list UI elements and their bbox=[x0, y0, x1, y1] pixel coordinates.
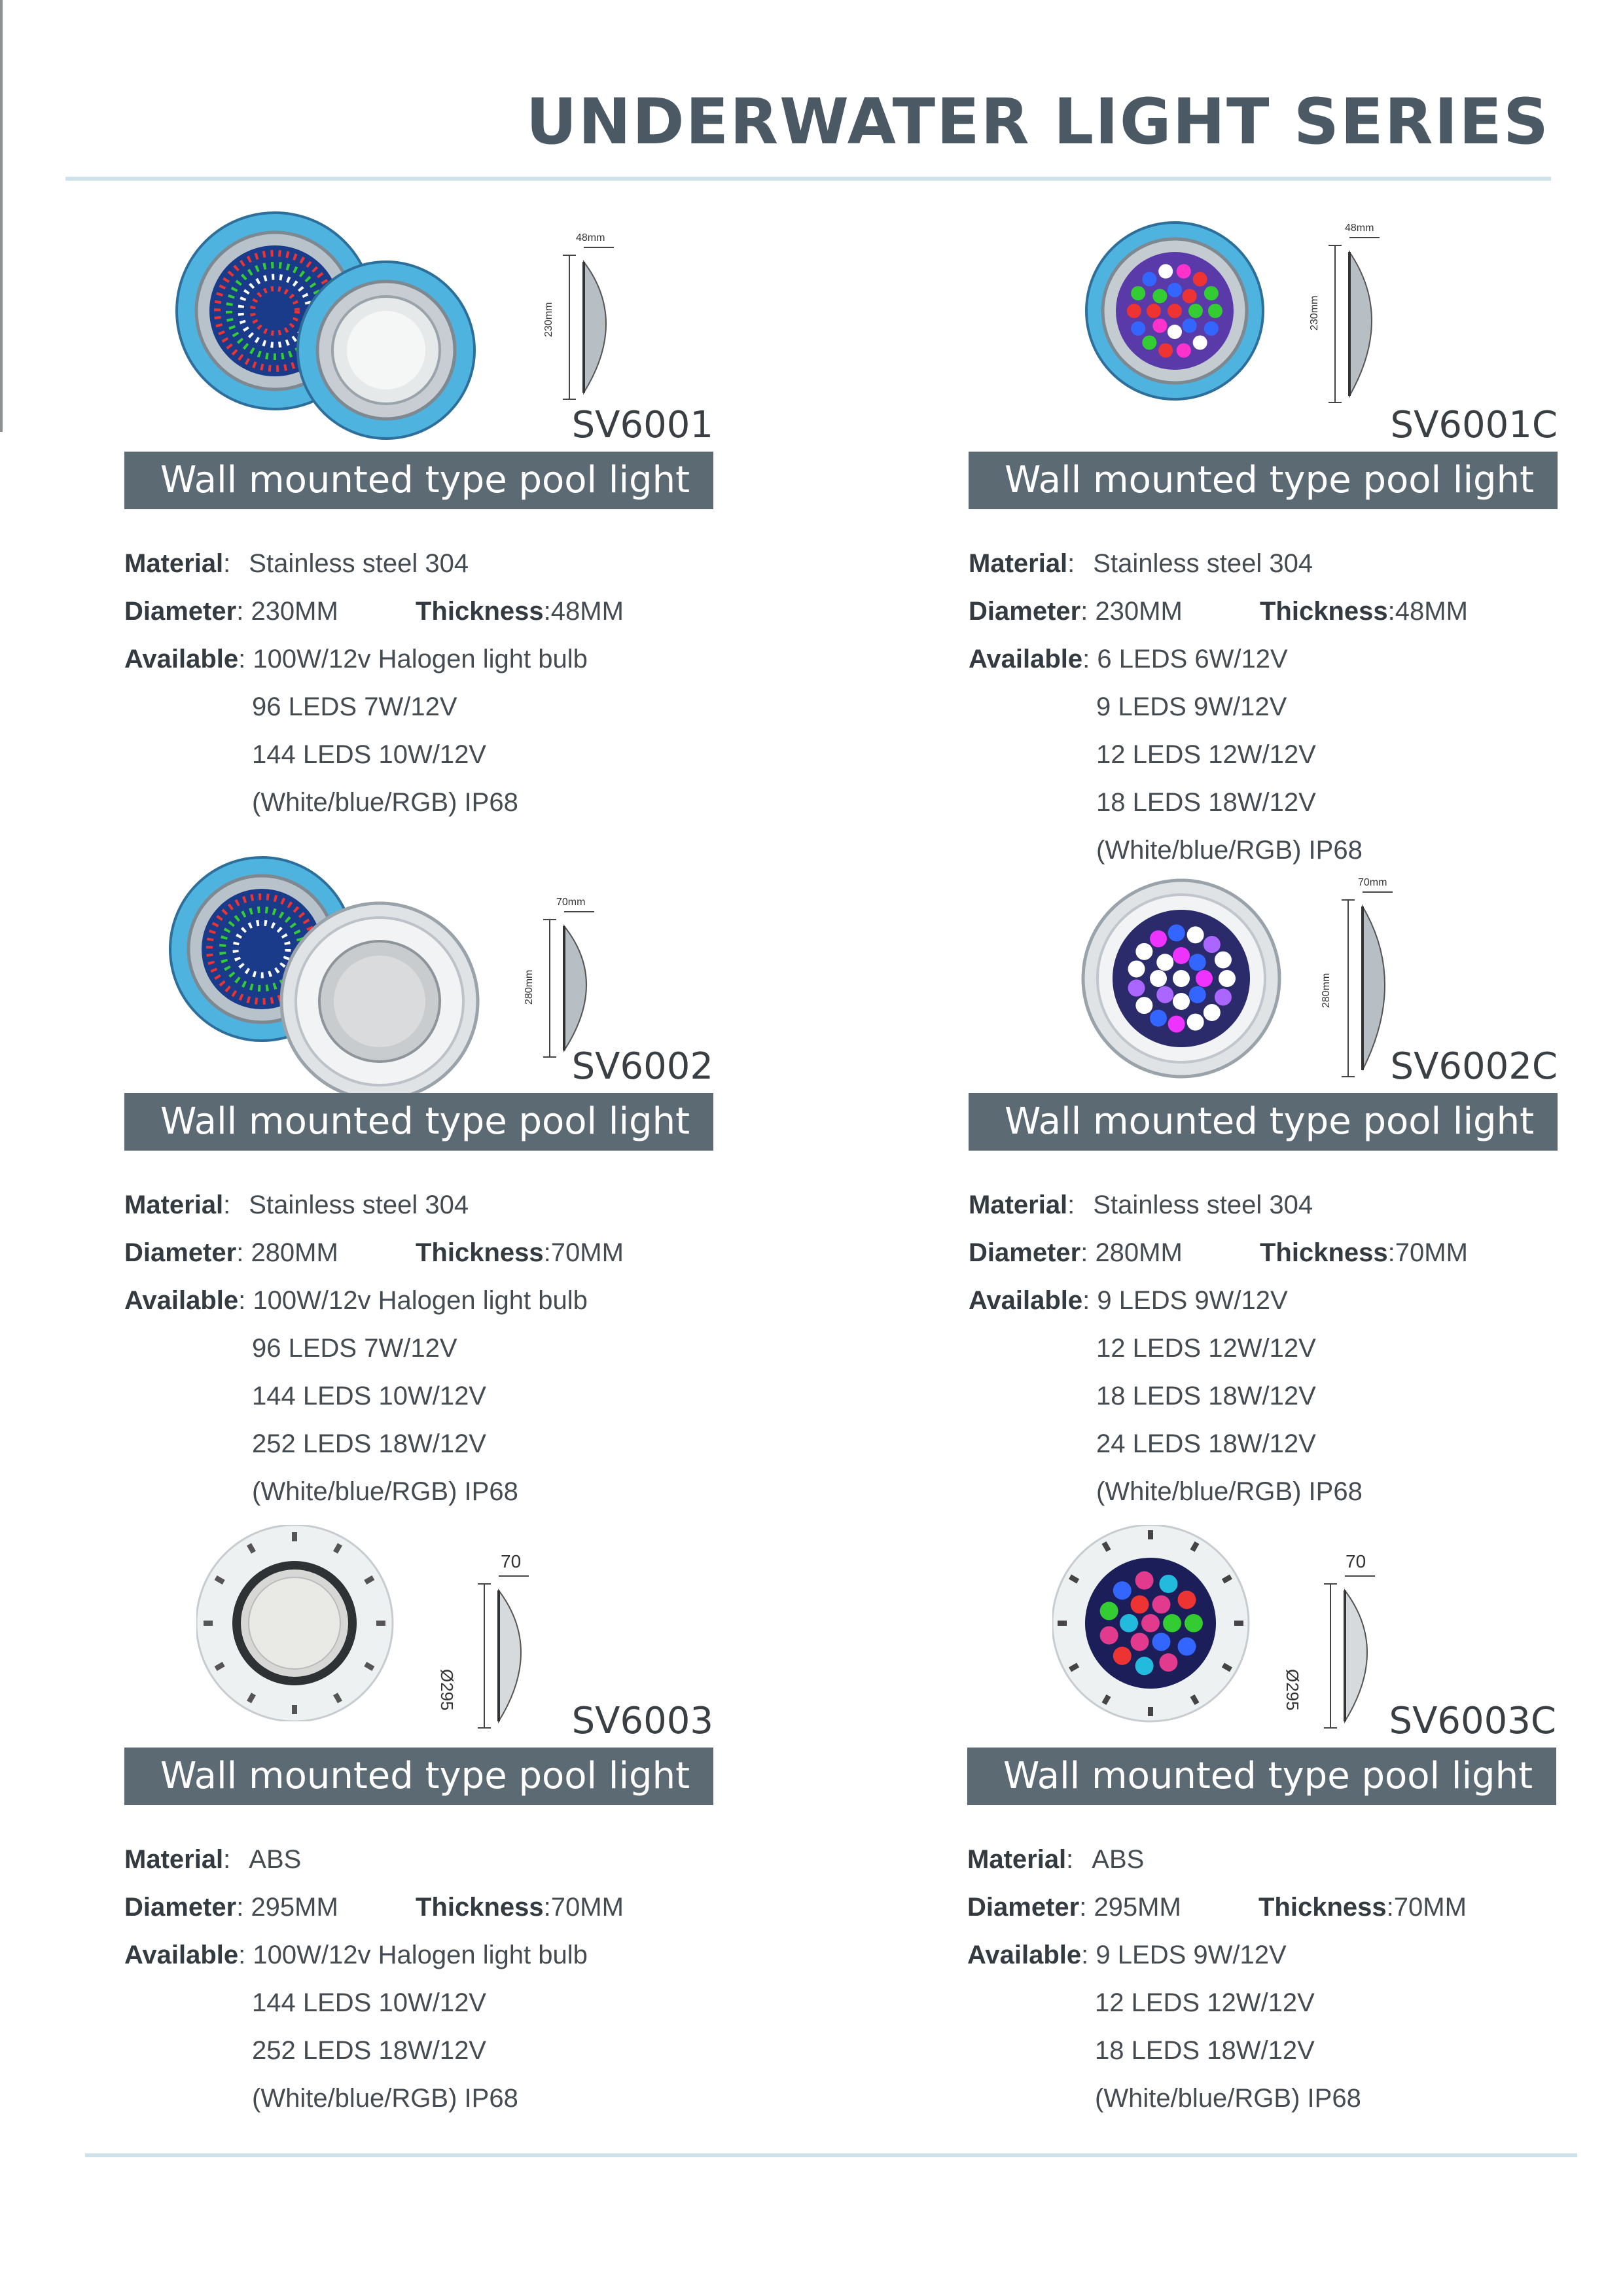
side-profile-diagram bbox=[1329, 880, 1400, 1083]
thickness-value: 70MM bbox=[1395, 1238, 1468, 1267]
available-option: 100W/12v Halogen light bulb bbox=[253, 645, 588, 673]
material-value: Stainless steel 304 bbox=[1093, 549, 1313, 578]
side-profile-diagram bbox=[1311, 1564, 1383, 1734]
product-card-sv6002 bbox=[124, 838, 713, 1506]
page-title: UNDERWATER LIGHT SERIES bbox=[526, 85, 1550, 158]
lamp-render bbox=[1080, 877, 1289, 1086]
available-label: Available bbox=[969, 645, 1083, 673]
thickness-group: Thickness:70MM bbox=[1258, 1893, 1467, 1922]
material-label: Material bbox=[124, 1845, 224, 1874]
lamp-image bbox=[164, 851, 484, 1103]
dimension-thickness-label: 70mm bbox=[1358, 877, 1387, 888]
available-row: Available: 100W/12v Halogen light bulb bbox=[124, 1941, 588, 1969]
available-option: (White/blue/RGB) IP68 bbox=[1096, 1477, 1363, 1506]
thickness-value: 48MM bbox=[550, 597, 624, 626]
lamp-image bbox=[1080, 877, 1289, 1086]
side-profile bbox=[530, 900, 602, 1064]
product-visual bbox=[969, 196, 1558, 452]
diameter-label: Diameter bbox=[969, 597, 1081, 626]
thickness-group: Thickness:48MM bbox=[1260, 597, 1468, 626]
lamp-render bbox=[1080, 219, 1276, 409]
material-row: Material: ABS bbox=[124, 1845, 302, 1874]
available-option: 9 LEDS 9W/12V bbox=[1096, 692, 1287, 721]
diameter-value: 280MM bbox=[1095, 1238, 1183, 1267]
available-option: (White/blue/RGB) IP68 bbox=[252, 2084, 518, 2113]
available-option: 24 LEDS 18W/12V bbox=[1096, 1429, 1316, 1458]
available-option: (White/blue/RGB) IP68 bbox=[1095, 2084, 1361, 2113]
available-option: 100W/12v Halogen light bulb bbox=[253, 1941, 588, 1969]
material-label: Material bbox=[967, 1845, 1067, 1874]
side-profile bbox=[465, 1564, 537, 1734]
side-profile-diagram bbox=[1315, 226, 1387, 409]
diameter-label: Diameter bbox=[969, 1238, 1081, 1267]
product-card-sv6001c bbox=[969, 196, 1558, 865]
diameter-value: 230MM bbox=[251, 597, 338, 626]
diameter-value: 295MM bbox=[1094, 1893, 1181, 1922]
thickness-label: Thickness bbox=[1260, 1238, 1388, 1267]
diameter-value: 230MM bbox=[1095, 597, 1183, 626]
diameter-row: Diameter: 295MM Thickness:70MM bbox=[967, 1884, 1556, 1931]
available-row: Available: 9 LEDS 9W/12V bbox=[969, 1286, 1288, 1315]
model-number: SV6003 bbox=[571, 1700, 713, 1742]
available-option: 144 LEDS 10W/12V bbox=[252, 1988, 486, 2017]
available-option: (White/blue/RGB) IP68 bbox=[252, 1477, 518, 1506]
spec-list bbox=[969, 540, 1558, 874]
lamp-image bbox=[196, 1525, 399, 1721]
material-row: Material: Stainless steel 304 bbox=[969, 549, 1313, 578]
model-number: SV6002 bbox=[571, 1045, 713, 1088]
available-option: 18 LEDS 18W/12V bbox=[1096, 788, 1316, 817]
thickness-label: Thickness bbox=[416, 1893, 544, 1922]
diameter-row: Diameter: 230MM Thickness:48MM bbox=[124, 588, 713, 636]
material-value: ABS bbox=[249, 1845, 302, 1874]
material-row: Material: Stainless steel 304 bbox=[124, 1191, 469, 1219]
side-profile bbox=[1315, 226, 1387, 409]
page-left-edge bbox=[0, 0, 3, 432]
available-label: Available bbox=[969, 1286, 1083, 1315]
product-type-banner: Wall mounted type pool light bbox=[124, 452, 713, 509]
spec-list bbox=[124, 540, 713, 827]
available-label: Available bbox=[967, 1941, 1082, 1969]
lamp-image bbox=[1080, 219, 1276, 409]
diameter-row: Diameter: 230MM Thickness:48MM bbox=[969, 588, 1558, 636]
product-card-sv6003 bbox=[124, 1492, 713, 2121]
product-card-sv6003c bbox=[967, 1492, 1556, 2121]
available-option: (White/blue/RGB) IP68 bbox=[252, 788, 518, 817]
lamp-render bbox=[164, 851, 484, 1103]
thickness-value: 48MM bbox=[1395, 597, 1468, 626]
thickness-label: Thickness bbox=[416, 1238, 544, 1267]
side-profile-diagram bbox=[550, 236, 622, 406]
available-label: Available bbox=[124, 1941, 239, 1969]
dimension-thickness-label: 48mm bbox=[576, 232, 605, 243]
thickness-group: Thickness:70MM bbox=[416, 1893, 624, 1922]
dimension-thickness-label: 70mm bbox=[556, 897, 586, 908]
diameter-label: Diameter bbox=[124, 1893, 237, 1922]
diameter-label: Diameter bbox=[967, 1893, 1080, 1922]
available-row: Available: 9 LEDS 9W/12V bbox=[967, 1941, 1287, 1969]
diameter-value: 295MM bbox=[251, 1893, 338, 1922]
available-option: 96 LEDS 7W/12V bbox=[252, 692, 457, 721]
diameter-row: Diameter: 280MM Thickness:70MM bbox=[969, 1229, 1558, 1277]
thickness-value: 70MM bbox=[550, 1893, 624, 1922]
material-label: Material bbox=[969, 549, 1068, 578]
product-type-banner: Wall mounted type pool light bbox=[967, 1748, 1556, 1805]
model-number: SV6002C bbox=[1390, 1045, 1558, 1088]
thickness-group: Thickness:70MM bbox=[1260, 1238, 1468, 1267]
dimension-diameter-label: Ø295 bbox=[437, 1669, 457, 1711]
side-profile bbox=[1311, 1564, 1383, 1734]
lamp-render bbox=[1052, 1525, 1255, 1728]
material-row: Material: Stainless steel 304 bbox=[124, 549, 469, 578]
available-option: (White/blue/RGB) IP68 bbox=[1096, 836, 1363, 865]
available-option: 18 LEDS 18W/12V bbox=[1095, 2036, 1315, 2065]
title-underline bbox=[65, 177, 1551, 181]
spec-list bbox=[969, 1181, 1558, 1516]
model-number: SV6001C bbox=[1390, 404, 1558, 446]
available-option: 12 LEDS 12W/12V bbox=[1096, 1334, 1316, 1363]
material-row: Material: Stainless steel 304 bbox=[969, 1191, 1313, 1219]
side-profile bbox=[550, 236, 622, 406]
material-label: Material bbox=[969, 1191, 1068, 1219]
dimension-diameter-label: 230mm bbox=[543, 302, 554, 337]
available-option: 144 LEDS 10W/12V bbox=[252, 1382, 486, 1410]
material-row: Material: ABS bbox=[967, 1845, 1145, 1874]
footer-rule bbox=[85, 2153, 1577, 2157]
dimension-diameter-label: 280mm bbox=[1321, 973, 1332, 1008]
product-type-banner: Wall mounted type pool light bbox=[124, 1093, 713, 1151]
product-visual bbox=[967, 1492, 1556, 1748]
spec-list bbox=[124, 1181, 713, 1516]
product-type-banner: Wall mounted type pool light bbox=[969, 452, 1558, 509]
thickness-label: Thickness bbox=[416, 597, 544, 626]
model-number: SV6001 bbox=[571, 404, 713, 446]
side-profile-diagram bbox=[530, 900, 602, 1064]
available-option: 252 LEDS 18W/12V bbox=[252, 1429, 486, 1458]
available-option: 144 LEDS 10W/12V bbox=[252, 740, 486, 769]
material-label: Material bbox=[124, 1191, 224, 1219]
product-visual bbox=[124, 1492, 713, 1748]
thickness-label: Thickness bbox=[1258, 1893, 1387, 1922]
available-option: 9 LEDS 9W/12V bbox=[1096, 1941, 1287, 1969]
dimension-thickness-label: 70 bbox=[501, 1551, 522, 1571]
product-type-banner: Wall mounted type pool light bbox=[969, 1093, 1558, 1151]
available-label: Available bbox=[124, 645, 239, 673]
available-option: 12 LEDS 12W/12V bbox=[1095, 1988, 1315, 2017]
available-option: 9 LEDS 9W/12V bbox=[1097, 1286, 1288, 1315]
diameter-value: 280MM bbox=[251, 1238, 338, 1267]
material-label: Material bbox=[124, 549, 224, 578]
material-value: Stainless steel 304 bbox=[249, 549, 469, 578]
available-label: Available bbox=[124, 1286, 239, 1315]
dimension-thickness-label: 48mm bbox=[1345, 223, 1374, 234]
available-option: 96 LEDS 7W/12V bbox=[252, 1334, 457, 1363]
available-row: Available: 100W/12v Halogen light bulb bbox=[124, 645, 588, 673]
available-option: 252 LEDS 18W/12V bbox=[252, 2036, 486, 2065]
product-visual bbox=[124, 838, 713, 1093]
thickness-group: Thickness:48MM bbox=[416, 597, 624, 626]
dimension-diameter-label: 280mm bbox=[524, 969, 535, 1005]
side-profile bbox=[1329, 880, 1400, 1083]
product-visual bbox=[969, 838, 1558, 1093]
spec-list bbox=[124, 1836, 713, 2123]
diameter-row: Diameter: 280MM Thickness:70MM bbox=[124, 1229, 713, 1277]
available-option: 6 LEDS 6W/12V bbox=[1097, 645, 1288, 673]
lamp-image bbox=[170, 196, 484, 445]
material-value: ABS bbox=[1092, 1845, 1145, 1874]
model-number: SV6003C bbox=[1389, 1700, 1556, 1742]
material-value: Stainless steel 304 bbox=[249, 1191, 469, 1219]
product-card-sv6001 bbox=[124, 196, 713, 825]
lamp-image bbox=[1052, 1525, 1255, 1728]
available-row: Available: 100W/12v Halogen light bulb bbox=[124, 1286, 588, 1315]
material-value: Stainless steel 304 bbox=[1093, 1191, 1313, 1219]
product-type-banner: Wall mounted type pool light bbox=[124, 1748, 713, 1805]
diameter-label: Diameter bbox=[124, 597, 237, 626]
available-option: 18 LEDS 18W/12V bbox=[1096, 1382, 1316, 1410]
available-option: 12 LEDS 12W/12V bbox=[1096, 740, 1316, 769]
product-card-sv6002c bbox=[969, 838, 1558, 1506]
available-option: 100W/12v Halogen light bulb bbox=[253, 1286, 588, 1315]
lamp-render bbox=[196, 1525, 399, 1721]
dimension-thickness-label: 70 bbox=[1346, 1551, 1366, 1571]
dimension-diameter-label: 230mm bbox=[1309, 295, 1320, 331]
thickness-group: Thickness:70MM bbox=[416, 1238, 624, 1267]
spec-list bbox=[967, 1836, 1556, 2123]
thickness-value: 70MM bbox=[550, 1238, 624, 1267]
thickness-value: 70MM bbox=[1393, 1893, 1467, 1922]
thickness-label: Thickness bbox=[1260, 597, 1388, 626]
available-row: Available: 6 LEDS 6W/12V bbox=[969, 645, 1288, 673]
diameter-row: Diameter: 295MM Thickness:70MM bbox=[124, 1884, 713, 1931]
dimension-diameter-label: Ø295 bbox=[1283, 1669, 1302, 1711]
product-visual bbox=[124, 196, 713, 452]
lamp-render bbox=[170, 196, 484, 445]
diameter-label: Diameter bbox=[124, 1238, 237, 1267]
side-profile-diagram bbox=[465, 1564, 537, 1734]
